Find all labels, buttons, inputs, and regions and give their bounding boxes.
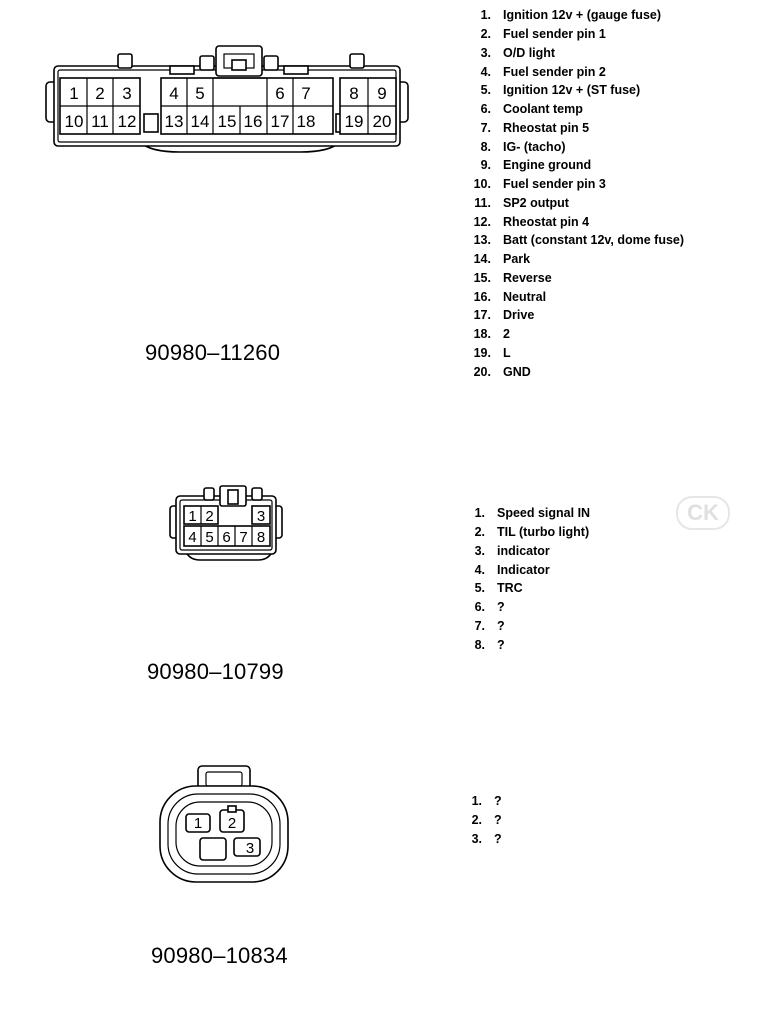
pin-description: ?	[497, 637, 505, 652]
pin-number: 4.	[474, 562, 485, 577]
pin-number: 20.	[473, 364, 491, 379]
pin-description: Fuel sender pin 2	[503, 64, 606, 79]
pin-description: ?	[494, 831, 502, 846]
pin-number: 5.	[480, 83, 491, 98]
pin-label-2: 2	[227, 815, 237, 832]
pin-description: Indicator	[497, 562, 550, 577]
pin-number: 19.	[473, 345, 491, 360]
pin-description: Speed signal IN	[497, 506, 591, 521]
connector-90980-10834-diagram	[156, 764, 292, 888]
pin-number: 2.	[471, 813, 482, 828]
pin-label-18: 18	[296, 112, 316, 131]
pinout-list	[467, 6, 684, 381]
pin-description: O/D light	[503, 45, 556, 60]
connector-90980-11260-diagram	[40, 40, 420, 160]
pin-description: ?	[494, 813, 502, 828]
pin-number: 1.	[471, 794, 482, 809]
pin-number: 9.	[480, 158, 491, 173]
part-number-label: 90980–10799	[147, 659, 284, 684]
pin-label-2: 2	[205, 508, 214, 525]
pinout-item	[467, 81, 684, 100]
pinout-item	[461, 617, 590, 636]
pin-number: 6.	[474, 600, 485, 615]
pin-number: 17.	[473, 308, 491, 323]
pin-number: 3.	[474, 543, 485, 558]
connector-3pin-drawing	[156, 764, 292, 888]
pin-number: 1.	[480, 8, 491, 23]
pinout-item	[461, 560, 590, 579]
pin-description: ?	[494, 794, 502, 809]
part-number-label: 90980–11260	[145, 340, 281, 365]
pin-description: IG- (tacho)	[503, 139, 566, 154]
pin-description: 2	[503, 327, 510, 342]
pin-number: 3.	[471, 831, 482, 846]
pin-description: GND	[503, 364, 531, 379]
pin-description: Ignition 12v + (gauge fuse)	[503, 8, 662, 23]
pin-description: Coolant temp	[503, 102, 583, 117]
pinout-item	[467, 156, 684, 175]
pin-label-3: 3	[256, 508, 266, 525]
pin-label-8: 8	[256, 529, 266, 546]
pin-description: L	[503, 345, 511, 360]
watermark-logo: CK	[676, 496, 730, 530]
pinout-item	[467, 175, 684, 194]
pin-description: ?	[497, 600, 505, 615]
pin-description: Rheostat pin 4	[503, 214, 590, 229]
pin-label-4: 4	[188, 529, 197, 546]
pin-number: 5.	[474, 581, 485, 596]
pinout-item	[467, 362, 684, 381]
pin-label-14: 14	[190, 112, 210, 131]
pin-number: 16.	[473, 289, 491, 304]
pinout-item	[467, 25, 684, 44]
pin-number: 3.	[480, 45, 491, 60]
pin-number: 12.	[473, 214, 491, 229]
pin-description: Neutral	[503, 289, 547, 304]
pinout-item	[458, 830, 502, 849]
pin-number: 6.	[480, 102, 491, 117]
pin-number: 2.	[474, 525, 485, 540]
pinout-item	[461, 635, 590, 654]
pin-description: TRC	[497, 581, 523, 596]
pin-number: 11.	[474, 195, 491, 210]
pinout-item	[467, 119, 684, 138]
pin-label-3: 3	[122, 84, 132, 103]
part-number-label: 90980–10834	[151, 943, 288, 968]
pinout-item	[467, 325, 684, 344]
pinout-item	[467, 306, 684, 325]
pin-label-8: 8	[349, 84, 359, 103]
pin-description: Fuel sender pin 1	[503, 27, 606, 42]
pin-label-4: 4	[169, 84, 179, 103]
connector-8pin-drawing	[168, 484, 288, 566]
pinout-item	[467, 137, 684, 156]
pinout-list	[458, 792, 502, 848]
pin-description: indicator	[497, 543, 550, 558]
pin-description: Reverse	[503, 270, 552, 285]
pin-label-6: 6	[275, 84, 285, 103]
pin-label-9: 9	[377, 84, 387, 103]
pin-number: 18.	[473, 327, 491, 342]
pinout-item	[467, 44, 684, 63]
pin-label-1: 1	[69, 84, 79, 103]
pin-label-7: 7	[239, 529, 248, 546]
pin-number: 2.	[480, 27, 491, 42]
pin-number: 13.	[473, 233, 491, 248]
pin-number: 8.	[474, 637, 485, 652]
pinout-list	[461, 504, 590, 654]
pin-label-11: 11	[91, 112, 109, 131]
pin-number: 10.	[473, 177, 491, 192]
pin-label-10: 10	[64, 112, 84, 131]
pinout-item	[461, 504, 590, 523]
pinout-item	[467, 344, 684, 363]
pinout-item	[467, 6, 684, 25]
pinout-item	[467, 100, 684, 119]
pinout-item	[461, 598, 590, 617]
pinout-item	[458, 792, 502, 811]
pin-label-5: 5	[195, 84, 205, 103]
pin-description: ?	[497, 618, 505, 633]
pin-description: Engine ground	[503, 158, 592, 173]
pin-label-12: 12	[117, 112, 137, 131]
pin-label-1: 1	[188, 508, 197, 525]
pinout-item	[467, 62, 684, 81]
pinout-item	[467, 231, 684, 250]
pin-label-17: 17	[270, 112, 290, 131]
pinout-item	[467, 269, 684, 288]
pin-label-6: 6	[222, 529, 231, 546]
pin-description: Fuel sender pin 3	[503, 177, 606, 192]
pin-label-3: 3	[245, 840, 255, 857]
pin-number: 4.	[480, 64, 491, 79]
pin-label-20: 20	[372, 112, 392, 131]
pinout-item	[467, 287, 684, 306]
pin-description: TIL (turbo light)	[497, 525, 590, 540]
pin-label-13: 13	[164, 112, 184, 131]
pin-label-1: 1	[193, 815, 203, 832]
pin-description: Park	[503, 252, 531, 267]
connector-20pin-drawing	[40, 40, 420, 160]
pin-label-7: 7	[301, 84, 311, 103]
pin-number: 15.	[473, 270, 491, 285]
pin-description: Batt (constant 12v, dome fuse)	[503, 233, 685, 248]
pinout-item	[467, 194, 684, 213]
pin-description: SP2 output	[503, 195, 569, 210]
connector-90980-10799-diagram	[168, 484, 288, 566]
pinout-item	[461, 579, 590, 598]
pinout-item	[467, 250, 684, 269]
pin-description: Rheostat pin 5	[503, 120, 590, 135]
pin-number: 7.	[480, 120, 491, 135]
pin-number: 7.	[474, 618, 485, 633]
pin-label-2: 2	[95, 84, 105, 103]
pin-label-15: 15	[217, 112, 237, 131]
pinout-item	[461, 542, 590, 561]
pinout-item	[467, 212, 684, 231]
pin-description: Ignition 12v + (ST fuse)	[503, 83, 641, 98]
pin-number: 14.	[473, 252, 491, 267]
pinout-item	[461, 523, 590, 542]
pin-label-19: 19	[344, 112, 364, 131]
pin-number: 8.	[480, 139, 491, 154]
pin-description: Drive	[503, 308, 535, 323]
pin-label-5: 5	[205, 529, 214, 546]
pin-number: 1.	[474, 506, 485, 521]
pin-label-16: 16	[243, 112, 263, 131]
pinout-item	[458, 811, 502, 830]
